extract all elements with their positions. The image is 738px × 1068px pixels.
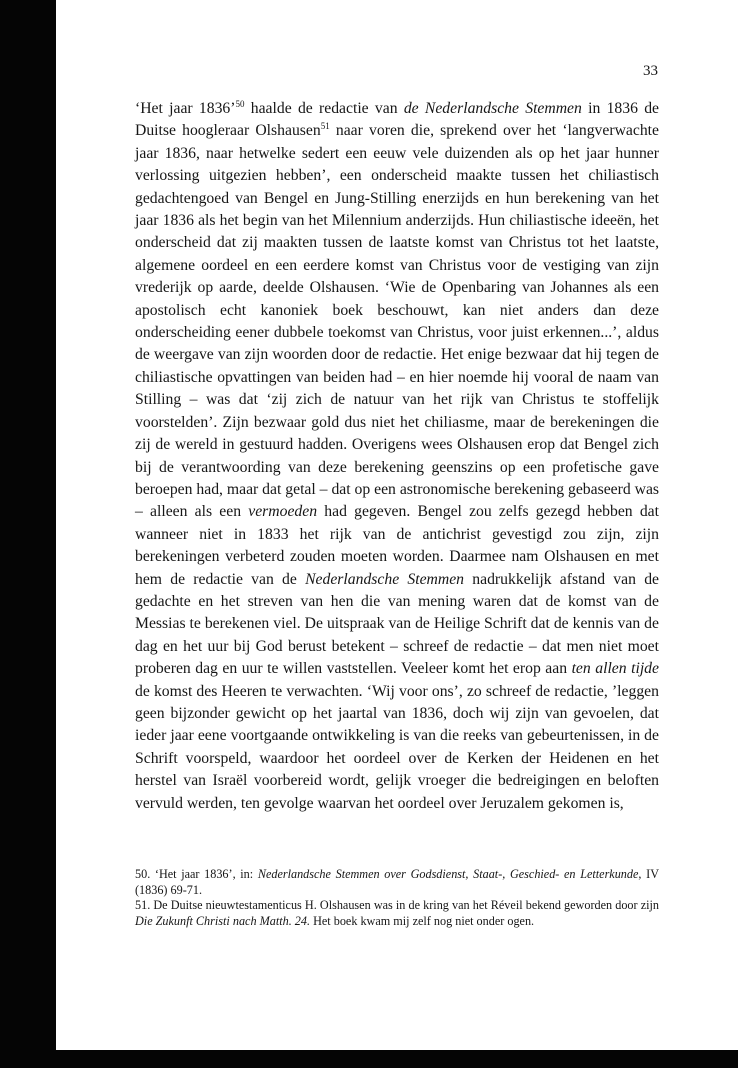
italic-title: de Nederlandsche Stemmen (403, 100, 582, 117)
body-paragraph (135, 98, 659, 815)
text-run: naar voren die, sprekend over het ‘langverwachte jaar 1836, naar hetwelke sedert een eeuw vele duizenden als op het jaar hunner verlossing uitgezien hebben’, een onderscheid maakte tussen het chiliastisch gedachtengoed van Bengel en Jung-Stilling enerzijds en hun berekening van het jaar 1836 als het begin van het Milennium anderzijds. Hun chiliastische ideeën, het onderscheid dat zij maakten tussen de laatste komst van Christus tot het laatste, algemene oordeel en een eerdere komst van Christus voor de vestiging van zijn vrederijk op aarde, deelde Olshausen. ‘Wie de Openbaring van Johannes als een apostolisch echt kanoniek boek beschouwt, kan niet anders dan deze onderscheiding eener dubbele toekomst van Christus, voor juist erkennen...’, aldus de weergave van zijn woorden door de redactie. Het enige bezwaar dat hij tegen de chiliastische opvattingen van beiden had – en hier noemde hij vooral de naam van Stilling – was dat ‘zij zich de natuur van het rijk van Christus te stoffelijk voorstelden’. Zijn bezwaar gold dus niet het chiliasme, maar de berekeningen die zij de wereld in gestuurd hadden. Overigens wees Olshausen erop dat Bengel zich bij de verantwoording van deze berekening geenszins op een profetische gave beroepen had, maar dat getal – dat op een astronomische berekening gebaseerd was – alleen als een (135, 122, 660, 521)
italic-title: Nederlandsche Stemmen (305, 570, 465, 588)
footnote-text: 51. De Duitse nieuwtestamenticus H. Olshausen was in de kring van het Réveil bekend geworden door zijn (135, 898, 659, 913)
footnote-text: 50. ‘Het jaar 1836’, in: (135, 867, 258, 881)
scan-border-bottom (0, 1050, 738, 1068)
italic-emphasis: ten allen tijde (571, 660, 659, 678)
page-number: 33 (643, 63, 658, 79)
footnote-italic: Die Zukunft Christi nach Matth. 24. (135, 913, 311, 928)
footnote-ref-50: 50 (235, 98, 245, 109)
text-run: nadrukkelijk afstand van de gedachte en het streven van hen die van mening waren dat de komst van de Messias te berekenen viel. De uitspraak van de Heilige Schrift dat de kennis van de dag en het uur bij God berust betekent – schreef de redactie – dat men niet moet proberen dag en uur te willen vaststellen. Veeleer komt het erop aan (135, 570, 659, 678)
footnote-text: Het boek kwam mij zelf nog niet onder ogen. (310, 913, 535, 928)
text-run: ‘Het jaar 1836’ (135, 100, 236, 117)
text-run: had gegeven. Bengel zou zelfs gezegd hebben dat wanneer niet in 1833 het rijk van de antichrist gevestigd zou zijn, zijn berekeningen verbeterd zouden moeten worden. Daarmee nam Olshausen en met hem de redactie van de (135, 503, 659, 588)
footnote-ref-51: 51 (320, 121, 330, 132)
footnote-50 (135, 867, 659, 898)
text-run: de komst des Heeren te verwachten. ‘Wij voor ons’, zo schreef de redactie, ’leggen geen bijzonder gewicht op het jaartal van 1836, doch wij zijn van gevoelen, dat ieder jaar eene voortgaande ontwikkeling is van die reeks van gebeurtenissen, in de Schrift voorspeld, waardoor het oordeel over de Kerken der Heidenen en het herstel van Israël voorbereid wordt, gelijk vroeger die bedreigingen en beloften vervuld werden, ten gevolge waarvan het oordeel over Jeruzalem gekomen is, (135, 682, 659, 812)
italic-emphasis: vermoeden (248, 503, 318, 521)
text-run: haalde de redactie van (244, 100, 404, 117)
footnotes-section (135, 867, 659, 929)
scan-border-left (0, 0, 56, 1068)
footnote-text: , IV (1836) 69-71. (135, 867, 659, 897)
text-run: in 1836 de Duitse hoogleraar Olshausen (135, 100, 660, 140)
footnote-italic: Nederlandsche Stemmen over Godsdienst, Staat-, Geschied- en Letterkunde (257, 867, 639, 881)
footnote-51 (135, 898, 659, 929)
